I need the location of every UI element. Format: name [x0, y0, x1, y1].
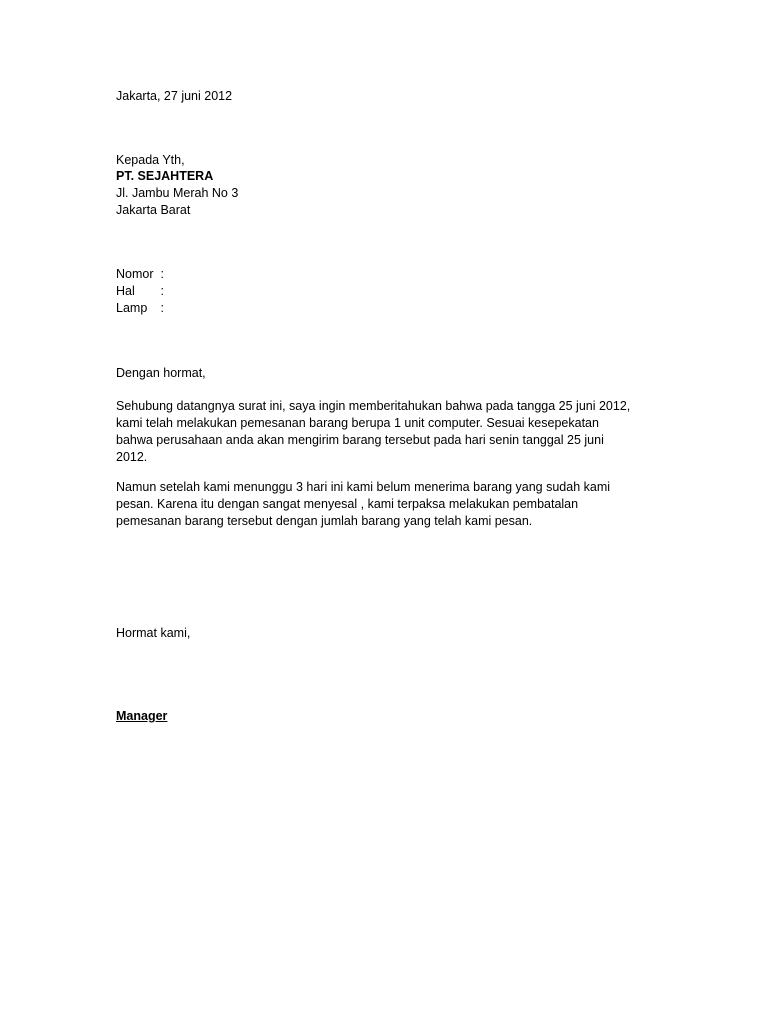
- letter-date: Jakarta, 27 juni 2012: [116, 89, 233, 103]
- recipient-city: Jakarta Barat: [116, 203, 191, 217]
- meta-colon: :: [160, 267, 164, 281]
- meta-colon: :: [160, 284, 164, 298]
- paragraph-line: Namun setelah kami menunggu 3 hari ini kami belum menerima barang yang sudah kami: [116, 480, 611, 494]
- paragraph-line: Sehubung datangnya surat ini, saya ingin memberitahukan bahwa pada tangga 25 juni 2012,: [116, 399, 631, 413]
- recipient-company: PT. SEJAHTERA: [116, 169, 214, 183]
- body-paragraph-2: [116, 479, 656, 530]
- meta-label: Nomor: [116, 267, 154, 281]
- paragraph-line: pemesanan barang tersebut dengan jumlah barang yang telah kami pesan.: [116, 514, 533, 528]
- paragraph-line: pesan. Karena itu dengan sangat menyesal , kami terpaksa melakukan pembatalan: [116, 497, 579, 511]
- meta-row-hal: [116, 283, 164, 300]
- signature-title: Manager: [116, 709, 168, 723]
- meta-label: Lamp: [116, 301, 148, 315]
- recipient-salutation: Kepada Yth,: [116, 153, 185, 167]
- recipient-address: Jl. Jambu Merah No 3: [116, 186, 239, 200]
- paragraph-line: kami telah melakukan pemesanan barang berupa 1 unit computer. Sesuai kesepekatan: [116, 416, 599, 430]
- meta-row-lamp: [116, 300, 164, 317]
- meta-label: Hal: [116, 284, 135, 298]
- meta-row-nomor: [116, 266, 164, 283]
- greeting: Dengan hormat,: [116, 366, 206, 380]
- body-paragraph-1: [116, 398, 656, 466]
- meta-colon: :: [160, 301, 164, 315]
- paragraph-line: bahwa perusahaan anda akan mengirim barang tersebut pada hari senin tanggal 25 juni: [116, 433, 604, 447]
- closing: Hormat kami,: [116, 626, 191, 640]
- paragraph-line: 2012.: [116, 450, 148, 464]
